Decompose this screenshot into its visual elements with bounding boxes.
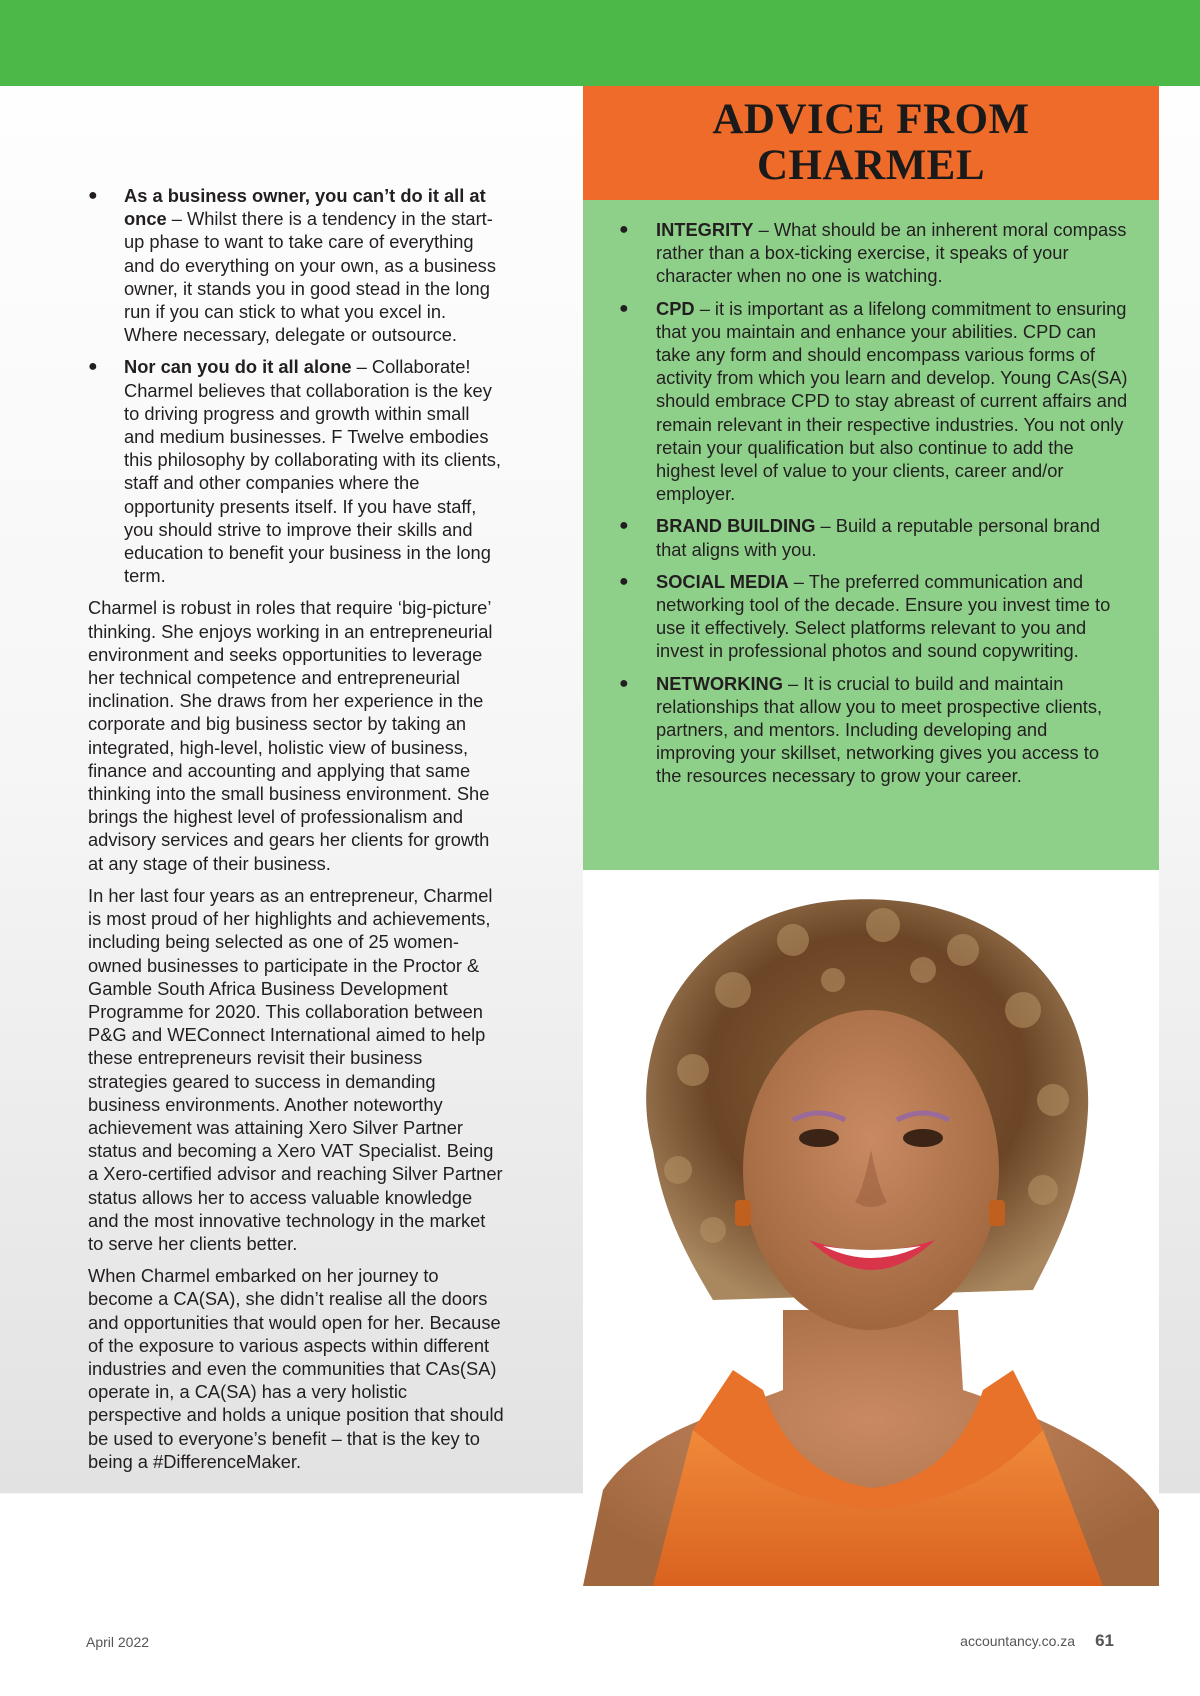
advice-item-lead: NETWORKING [656,672,783,694]
advice-item-text: – Build a reputable personal brand that aligns with you. [656,515,1101,560]
body-paragraph: In her last four years as an entrepreneur, Charmel is most proud of her highlights and achievements, including being selected as one of 25 women-owned businesses to participate in the Proctor & Gamble South Africa Business Development Programme for 2020. This collaboration between P&G and WEConnect International aimed to help these entrepreneurs revisit their business strategies geared to success in demanding business environments. Another noteworthy achievement was attaining Xero Silver Partner status and becoming a Xero VAT Specialist. Being a Xero-certified advisor and reaching Silver Partner status allows her to access valuable knowledge and the most innovative technology in the market to serve her clients better. [88,884,503,1254]
list-item-text: – Whilst there is a tendency in the start-up phase to want to take care of everything and do everything on your own, as a business owner, it stands you in good stead in the long run if you can stick to what you excel in. Where necessary, delegate or outsource. [124,208,496,346]
list-item-lead: Nor can you do it all alone [124,356,352,378]
bullet-icon: ● [619,517,629,535]
advice-item-text: – It is crucial to build and maintain relationships that allow you to meet prospective clients, partners, and mentors. Including developing and improving your skillset, networking gives you access to the resources necessary to grow your career. [656,672,1103,787]
advice-item-text: – What should be an inherent moral compass rather than a box-ticking exercise, it speaks of your character when no one is watching. [656,219,1127,287]
portrait-photo [583,870,1159,1586]
advice-item-lead: INTEGRITY [656,219,754,240]
advice-item-text: – it is important as a lifelong commitment to ensuring that you maintain and enhance your abilities. CPD can take any form and should encompass various forms of activity from which you learn and develop. Young CAs(SA) should embrace CPD to stay abreast of current affairs and remain relevant in their respective industries. You not only retain your qualification but also continue to add the highest level of value to your clients, career and/or employer. [656,297,1128,505]
list-item [88,184,504,346]
advice-item-lead: SOCIAL MEDIA [656,570,789,592]
tips-list [88,184,504,587]
advice-item [583,297,1129,506]
list-item [88,355,504,587]
advice-item [583,570,1129,663]
advice-item [583,218,1129,288]
advice-title: ADVICE FROM CHARMEL [712,96,1030,189]
advice-item [583,672,1129,788]
bullet-icon: ● [619,674,629,692]
bullet-icon: ● [88,187,98,204]
body-paragraph: Charmel is robust in roles that require ‘big-picture’ thinking. She enjoys working in an entrepreneurial environment and seeks opportunities to leverage her technical competence and entrepreneurial inclination. She draws from her experience in the corporate and big business sector by taking an integrated, high-level, holistic view of business, finance and accounting and applying that same thinking into the small business environment. She brings the highest level of professionalism and advisory services and gears her clients for growth at any stage of their business. [88,597,493,874]
advice-header [583,86,1159,200]
list-item-lead: As a business owner, you can’t do it all at once [124,185,486,230]
bullet-icon: ● [619,221,629,238]
advice-list [583,200,1159,788]
page-number: 61 [1095,1631,1114,1650]
list-item-text: – Collaborate! Charmel believes that collaboration is the key to driving progress and growth within small and medium businesses. F Twelve embodies this philosophy by collaborating with its clients, staff and other companies where the opportunity presents itself. If you have staff, you should strive to improve their skills and education to benefit your business in the long term. [124,356,501,587]
footer-right [960,1631,1114,1651]
advice-item-lead: CPD [656,297,695,319]
article-left-column [88,184,504,1482]
advice-item [583,514,1129,560]
portrait-illustration [583,870,1159,1586]
footer-site: accountancy.co.za [960,1633,1076,1649]
top-color-band [0,0,1200,86]
footer-date: April 2022 [86,1634,150,1650]
advice-item-lead: BRAND BUILDING [656,515,816,537]
advice-item-text: – The preferred communication and networking tool of the decade. Ensure you invest time to use it effectively. Select platforms relevant to you and invest in professional photos and sound copywriting. [656,570,1111,662]
bullet-icon: ● [619,572,629,590]
bullet-icon: ● [619,299,629,317]
bullet-icon: ● [88,358,98,376]
advice-panel [583,200,1159,870]
body-paragraph: When Charmel embarked on her journey to become a CA(SA), she didn’t realise all the doors and opportunities that would open for her. Because of the exposure to various aspects within different industries and even the communities that CAs(SA) operate in, a CA(SA) has a very holistic perspective and holds a unique position that should be used to everyone’s benefit – that is the key to being a #DifferenceMaker. [88,1265,504,1472]
